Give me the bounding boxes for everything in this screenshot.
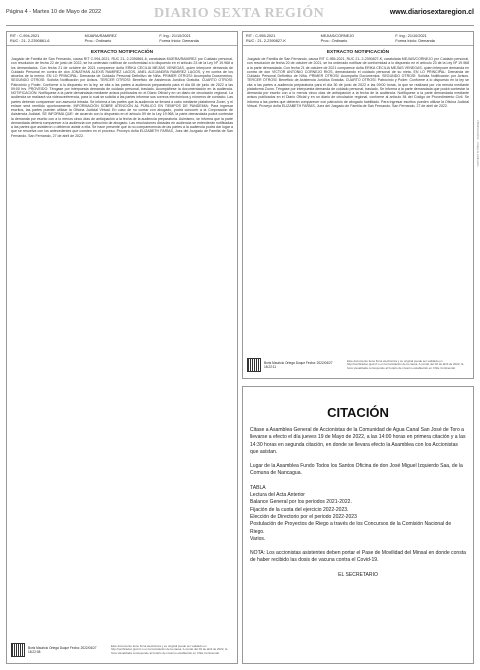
citation-title: CITACIÓN [327,405,389,420]
notice-title: EXTRACTO NOTIFICACIÓN [326,50,390,55]
case-metadata [7,32,237,46]
qr-code-icon [11,643,25,657]
citation-note: NOTA: Los accionistas asistentes deben portar el Pase de Movilidad del Minsal en donde consta de haber recibido las dosis de vacuna contra el Covid-19. [250,550,466,564]
signature-row [247,356,469,374]
newspaper-header [6,4,474,26]
citation-signature: EL SECRETARIO [338,571,378,578]
case-metadata [243,32,473,46]
page-label: Página 4 - Martes 10 de Mayo de 2022 [6,9,102,15]
notice-body: Juzgado de Familia de San Fernando, causa RIT C-955-2021, RUC 21- 2-2390827-K, caratulada MEJIAS/CORNEJO por Cuidado personal, con resolución de fecha 20 de octubre de 2021, se ha ordenado notificar de conformidad a lo dispuesto en el artículo 23 de la Ley Nº 19.968 a la parte demandada. Con fecha 21 de octubre de 2021 comparece doña ERIKA CECILIA MEJÍAS VENEGAS, quien interpone demanda en contra de don VÍCTOR ANTONIO CORNEJO RIOS, demandando el cuidado personal de su nieta. EN LO PRINCIPAL: Demanda de Cuidado Personal Definitivo de Niña. PRIMER OTROSÍ: Acompaña Documentos. SEGUNDO OTROSÍ: Solicita Notificación por Avisos. TERCER OTROSÍ: Beneficio de Asistencia Jurídica Gratuita. CUARTO OTROSÍ: Patrocinio y Poder. Conforme a lo dispuesto en la ley se cita a las partes a audiencia preparatoria para el día 30 de junio de 2022 a las 09:00 horas, la que se realizará por vía remota mediante plataforma Zoom. Téngase por interpuesta demanda de cuidado personal, traslado. Se informa a la parte demandada que podrá contestar la demanda por escrito con a lo menos cinco días de anticipación a la fecha de la audiencia. Notifíquese a la parte demandada mediante avisos publicados en el Diario Oficial y en un diario de circulación regional, conforme al artículo 54 del Código de Procedimiento Civil. Se informa a las partes que deberán comparecer con patrocinio de abogado habilitado. Para ingresar escritos pueden utilizar la Oficina Judicial Virtual. Proveyó doña ELIZABETH FARÍAS, Juez del Juzgado de Familia de San Fernando. San Fernando, 27 de abril de 2022. [247,57,469,108]
rit: RIT : C-955-2021 [246,34,276,38]
citation-intro: Citase a Asamblea General de Accionistas de la Comunidad de Agua Canal San José de Toro a llevarse a efecto el día jueves 19 de Mayo de 2022, a las 14:00 horas en primera citación y a las 14:30 horas en segunda citación, en donde se llevara efecto la Asamblea con los Accionistas que asistan. [250,427,466,455]
qr-code-icon [247,358,261,372]
start-form: Forma Inicio: Demanda [395,39,435,43]
parties: MIJARA/RAMIREZ [84,34,117,38]
procedure: Proc.: Ordinario [320,39,348,43]
citation-body [243,420,473,579]
signature-row [11,641,233,659]
right-legal-notice [242,31,474,379]
rit: RIT : C-994-2021 [10,34,40,38]
masthead: DIARIO SEXTA REGIÓN [154,6,325,21]
validation-text: Este documento tiene firma electrónica y su original puede ser validado en http://verificadoc.pjud.cl o en la tramitación de la causa. A contar del 02 de abril de 2022, la hora visualizada corresponde al horario de invierno establecido en Chile Continental. [347,358,464,370]
notice-body: Juzgado de Familia de San Fernando, causa RIT C-994-2021, RUC 21- 2-2390861-6, caratulada MIJERA/RAMIREZ por Cuidado personal, con resolución de fecha 22 de junio de 2022, se ha ordenado notificar de conformidad a lo dispuesto en el artículo 23 de la Ley Nº 19.968 a los demandados. Con fecha 21 de octubre de 2021 comparece doña ERIKA CECILIA MEJÍAS VENEGAS, quien interpone demanda de Cuidado Personal en contra de don JONATHAN ALEXIS RAMÍREZ LAGOS, ANEL ALEJANDRA RAMÍREZ LAGOS, y en contra de los abuelos de la menor. EN LO PRINCIPAL: Demanda de Cuidado Personal Definitivo de Niña. PRIMER OTROSÍ: Acompaña Documentos. SEGUNDO OTROSÍ: Solicita Notificación por Avisos. TERCER OTROSÍ: Beneficio de Asistencia Jurídica Gratuita. CUARTO OTROSÍ: Patrocinio y Poder. Conforme a lo dispuesto en la ley, se cita a las partes a audiencia preparatoria para el día 06 de junio de 2022 a las 09:00 hrs. PROVEIDO: Téngase por interpuesta demanda de cuidado personal, traslado. Acompáñese la documentación en la audiencia. NOTIFICACIÓN: Notifíquese a la parte demandada mediante avisos publicados en el Diario Oficial y en un diario de circulación regional. La audiencia se realizará vía videoconferencia, para lo cual se solicita a las partes informar sus correos electrónicos y números de contacto. Las partes deberán comparecer con asesoría letrada. Se informa a las partes que la audiencia se llevará a cabo mediante plataforma Zoom, y el enlace será remitido oportunamente. INFORMACIÓN SOBRE ATENCIÓN AL PÚBLICO EN TIEMPOS DE PANDEMIA: Para ingresar escritos, las partes pueden utilizar la Oficina Judicial Virtual. En caso de no contar con abogado, podrá concurrir a la Corporación de Asistencia Judicial. SE INFORMA QUE: de acuerdo con lo dispuesto en el artículo 59 de la Ley 19.968, la parte demandada podrá contestar la demanda por escrito con a lo menos cinco días de anticipación a la fecha de la audiencia preparatoria. Asimismo, se informa que la parte demandada deberá comparecer a la audiencia con patrocinio de abogado. Las resoluciones dictadas en audiencia se entenderán notificadas a las partes que asistieron o debieron asistir a ella. Se hace presente que la no comparecencia de las partes a la audiencia podrá dar lugar a que se resuelva con los antecedentes que consten en el proceso. Proveyó doña ELIZABETH FARÍAS, Juez del Juzgado de Familia de San Fernando. San Fernando, 27 de abril de 2022. [11,57,233,138]
signer: Boris Mauricio Ortega Duque Fecha: 2022/04/27 18:22:11 [264,361,333,369]
signer: Boris Mauricio Ortega Duque Fecha: 2022/04/27 18:22:08 [28,646,97,654]
notice-title: EXTRACTO NOTIFICACIÓN [90,50,154,55]
parties: MEJIAS/CORNEJO [320,34,354,38]
side-verification-code: CBWEVGAQXSZ · Código de verificación [476,120,479,167]
start-form: Forma Inicio: Demanda [159,39,199,43]
website-link[interactable]: www.diariosextaregion.cl [389,9,474,16]
procedure: Proc.: Ordinario [84,39,112,43]
left-legal-notice [6,31,238,664]
citation-agenda: TABLA Lectura del Acta Anterior Balance General por los periodos 2021-2022. Fijación de la cuota del ejercicio 2022-2023. Elección de Directorio por el periodo 2022-2023 Postulación de Proyectos de Riego a través de los Concursos de la Comisión Nacional de Riego. Varios. [250,484,452,542]
ruc: RUC : 21- 2-2390861-6 [10,39,50,43]
ruc: RUC : 21- 2-2390827-K [246,39,286,43]
entry-date: F. Ing.: 21/10/2021 [395,34,427,38]
validation-text: Este documento tiene firma electrónica y su original puede ser validado en http://verificadoc.pjud.cl o en la tramitación de la causa. A contar del 02 de abril de 2022, la hora visualizada corresponde al horario de invierno establecido en Chile Continental. [111,643,228,655]
citation-notice [242,386,474,664]
entry-date: F. Ing.: 21/10/2021 [159,34,191,38]
citation-place: Lugar de la Asamblea Fundo Todos los Santos Oficina de don José Miguel Izquierdo Saa, de la Comuna de Nancagua. [250,463,463,477]
